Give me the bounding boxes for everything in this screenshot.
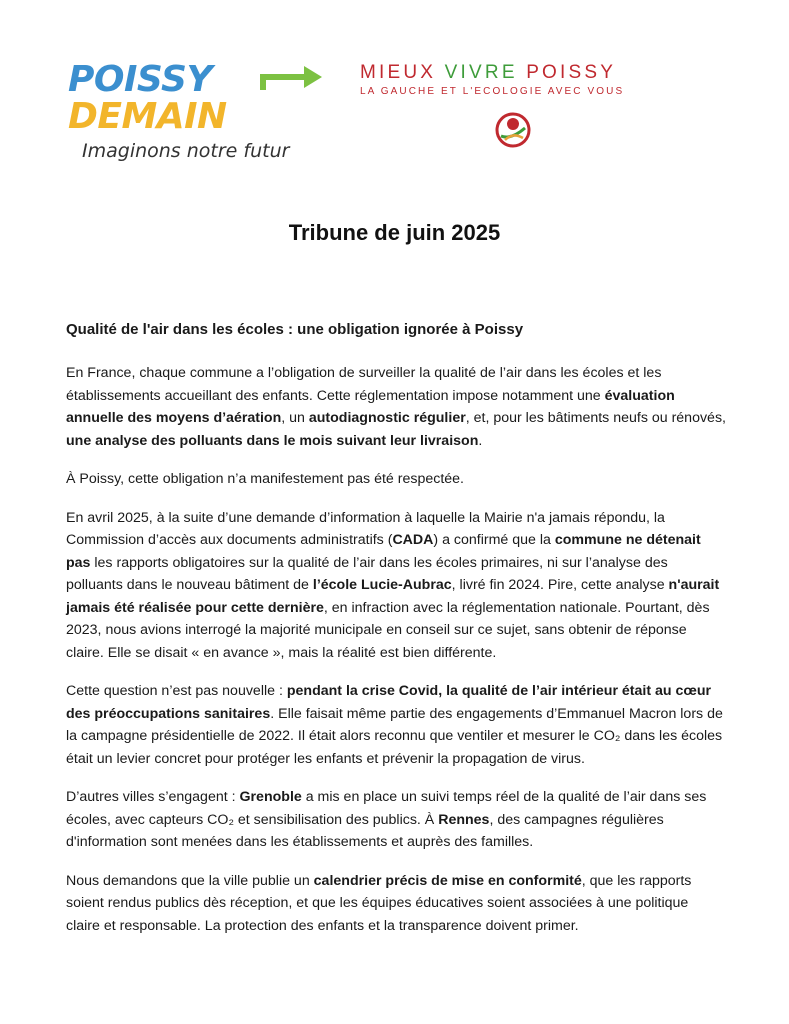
text-run: a mis en place un suivi temps réel de la qualité de l’air dans ses écoles, avec capteurs CO₂ et sensibilisation des publics. À — [66, 789, 707, 828]
bold-text: une analyse des polluants dans le mois suivant leur livraison — [66, 432, 479, 449]
text-run: Nous demandons que la ville publie un — [66, 872, 314, 889]
text-run: ) a confirmé que la — [433, 532, 555, 548]
text-run: les rapports obligatoires sur la qualité de l’air dans les écoles primaires, ni sur l’analyse des polluants dans le nouveau bâtiment de — [66, 554, 668, 593]
text-run: , et, pour les bâtiments neufs ou rénovés, — [465, 410, 726, 426]
mvp-subtitle: LA GAUCHE ET L'ECOLOGIE AVEC VOUS — [360, 86, 625, 97]
article-body — [66, 362, 726, 937]
text-run: À Poissy, cette obligation n’a manifestement pas été respectée. — [66, 471, 464, 487]
bold-text: calendrier précis de mise en conformité — [313, 872, 582, 889]
text-run: D’autres villes s’engagent : — [66, 789, 240, 805]
logo-demain-text: DEMAIN — [68, 96, 227, 137]
mvp-title — [360, 62, 616, 84]
paragraph — [66, 507, 726, 665]
bold-text: évaluation annuelle des moyens d’aération — [66, 387, 675, 426]
mieux-vivre-poissy-logo — [360, 62, 680, 152]
text-run: , en infraction avec la réglementation nationale. Pourtant, dès 2023, nous avions interrogé la majorité municipale en conseil sur ce sujet, sans obtenir de réponse claire. Elle se disait « en avance », mais la réalité est bien différente. — [66, 599, 710, 661]
mvp-title-word1: MIEUX — [360, 62, 437, 83]
mvp-title-word2: VIVRE — [444, 62, 518, 83]
page-title: Tribune de juin 2025 — [288, 220, 501, 245]
text-run: En France, chaque commune a l’obligation de surveiller la qualité de l’air dans les écoles et les établissements accueillant des enfants. Cette réglementation impose notamment une — [66, 365, 662, 404]
mvp-title-word3: POISSY — [526, 62, 617, 83]
text-run: , des campagnes régulières d'information sont menées dans les établissements et auprès des familles. — [66, 811, 664, 850]
text-run: En avril 2025, à la suite d’une demande d’information à laquelle la Mairie n'a jamais répondu, la Commission d’accès aux documents administratifs ( — [66, 509, 665, 548]
paragraph — [66, 362, 726, 452]
text-run: , un — [281, 410, 309, 426]
text-run: , que les rapports soient rendus publics dès réception, et que les équipes éducatives soient associées à une politique claire et responsable. La protection des enfants et la transparence doivent primer. — [66, 872, 692, 934]
bold-text: n'aurait jamais été réalisée pour cette dernière — [66, 577, 720, 616]
bold-text: autodiagnostic régulier — [308, 410, 466, 426]
bold-text: pendant la crise Covid, la qualité de l’air intérieur était au cœur des préoccupations sanitaires — [66, 683, 712, 722]
bold-text: Grenoble — [239, 789, 302, 805]
bold-text: commune ne détenait pas — [66, 532, 701, 571]
paragraph — [66, 680, 726, 770]
text-run: . Elle faisait même partie des engagements d’Emmanuel Macron lors de la campagne présidentielle de 2022. Il était alors reconnu que ventiler et mesurer le CO₂ dans les écoles était un levier concret pour protéger les enfants et prévenir la propagation de virus. — [66, 705, 723, 767]
bold-text: CADA — [392, 532, 434, 548]
bold-text: l’école Lucie-Aubrac — [312, 577, 452, 593]
paragraph — [66, 786, 726, 854]
bold-text: Rennes — [438, 811, 490, 828]
article — [66, 320, 726, 953]
paragraph — [66, 870, 726, 938]
article-heading: Qualité de l'air dans les écoles : une obligation ignorée à Poissy — [66, 321, 524, 338]
emblem-icon — [493, 110, 533, 150]
arrow-right-icon — [258, 66, 330, 96]
text-run: Cette question n’est pas nouvelle : — [66, 683, 287, 699]
paragraph — [66, 468, 726, 491]
logo-tagline: Imaginons notre futur — [82, 140, 290, 162]
logo-poissy-text: POISSY — [68, 59, 213, 100]
text-run: . — [478, 432, 483, 449]
text-run: , livré fin 2024. Pire, cette analyse — [451, 577, 669, 593]
poissy-demain-logo — [66, 59, 296, 166]
